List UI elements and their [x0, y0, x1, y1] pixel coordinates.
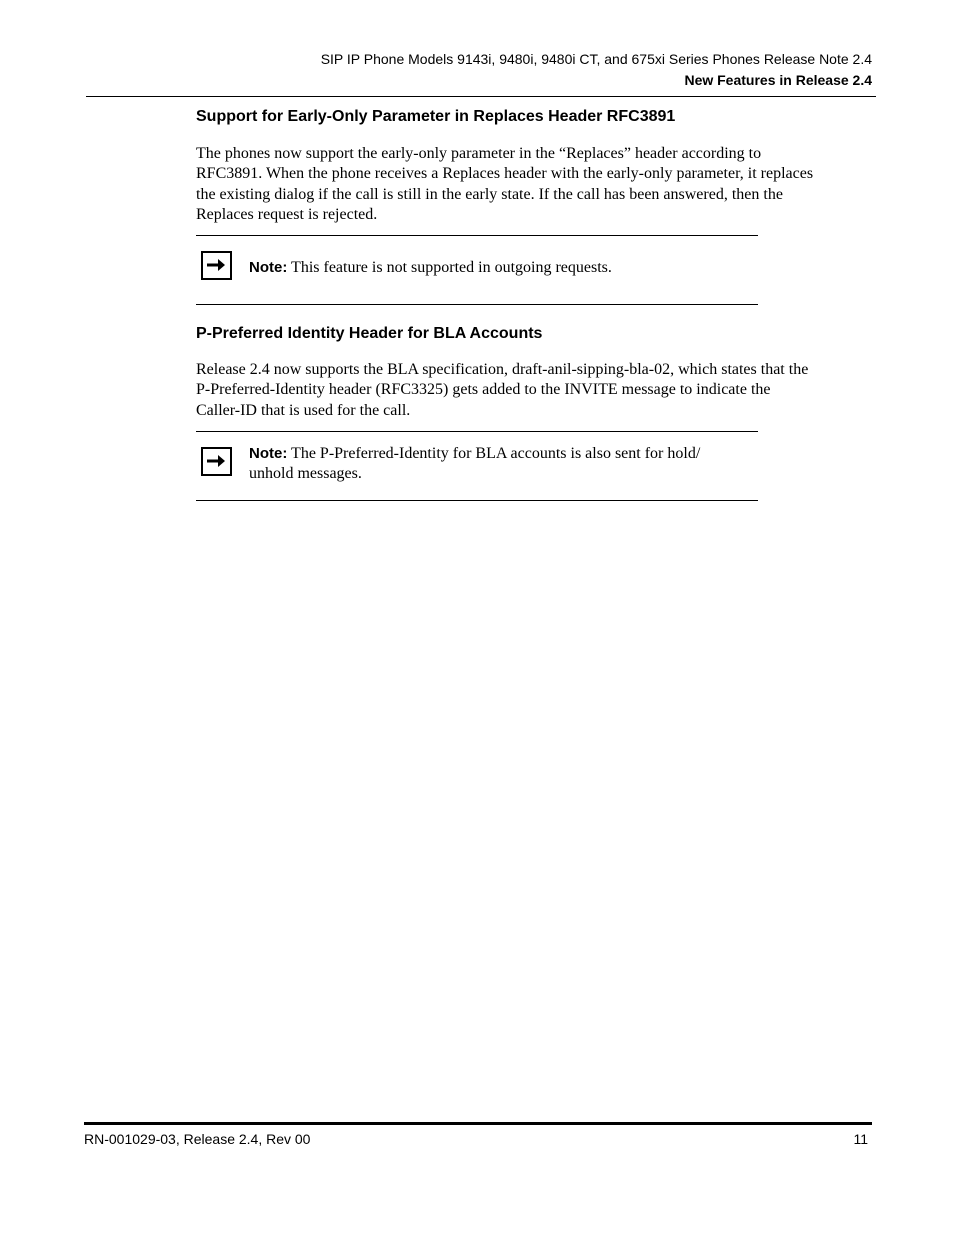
note-bottom-divider: [196, 500, 758, 501]
right-arrow-icon: [201, 251, 232, 280]
footer-doc-id: RN-001029-03, Release 2.4, Rev 00: [84, 1131, 311, 1147]
right-arrow-icon: [201, 447, 232, 476]
note-line: The P-Preferred-Identity for BLA accounts is also sent for hold/: [291, 445, 701, 462]
body-line: the existing dialog if the call is still in the early state. If the call has been answered, then the: [196, 185, 783, 203]
note-bottom-divider: [196, 304, 758, 305]
note-label: Note:: [249, 259, 288, 276]
note-text: [249, 258, 749, 278]
header-divider: [86, 96, 876, 97]
note-text: [249, 444, 749, 485]
footer-divider: [84, 1122, 872, 1125]
body-line: The phones now support the early-only parameter in the “Replaces” header according to: [196, 145, 762, 162]
note-top-divider: [196, 431, 758, 432]
header-doc-title: SIP IP Phone Models 9143i, 9480i, 9480i CT, and 675xi Series Phones Release Note 2.4: [320, 51, 872, 67]
header-section-title: New Features in Release 2.4: [684, 72, 872, 88]
note-line: unhold messages.: [249, 465, 362, 483]
section-body-p-preferred: [196, 360, 866, 421]
note-label: Note:: [249, 445, 288, 462]
body-line: P-Preferred-Identity header (RFC3325) gets added to the INVITE message to indicate the: [196, 381, 771, 399]
body-line: RFC3891. When the phone receives a Replaces header with the early-only parameter, it replaces: [196, 165, 814, 183]
footer-page-number: 11: [853, 1131, 868, 1147]
section-body-early-only: [196, 144, 866, 225]
note-top-divider: [196, 235, 758, 236]
body-line: Replaces request is rejected.: [196, 205, 378, 223]
section-heading-p-preferred: P-Preferred Identity Header for BLA Accounts: [196, 325, 543, 342]
note-line: This feature is not supported in outgoing requests.: [291, 259, 612, 276]
body-line: Release 2.4 now supports the BLA specification, draft-anil-sipping-bla-02, which states that the: [196, 361, 809, 378]
section-heading-early-only: Support for Early-Only Parameter in Replaces Header RFC3891: [196, 108, 676, 125]
body-line: Caller-ID that is used for the call.: [196, 401, 411, 419]
